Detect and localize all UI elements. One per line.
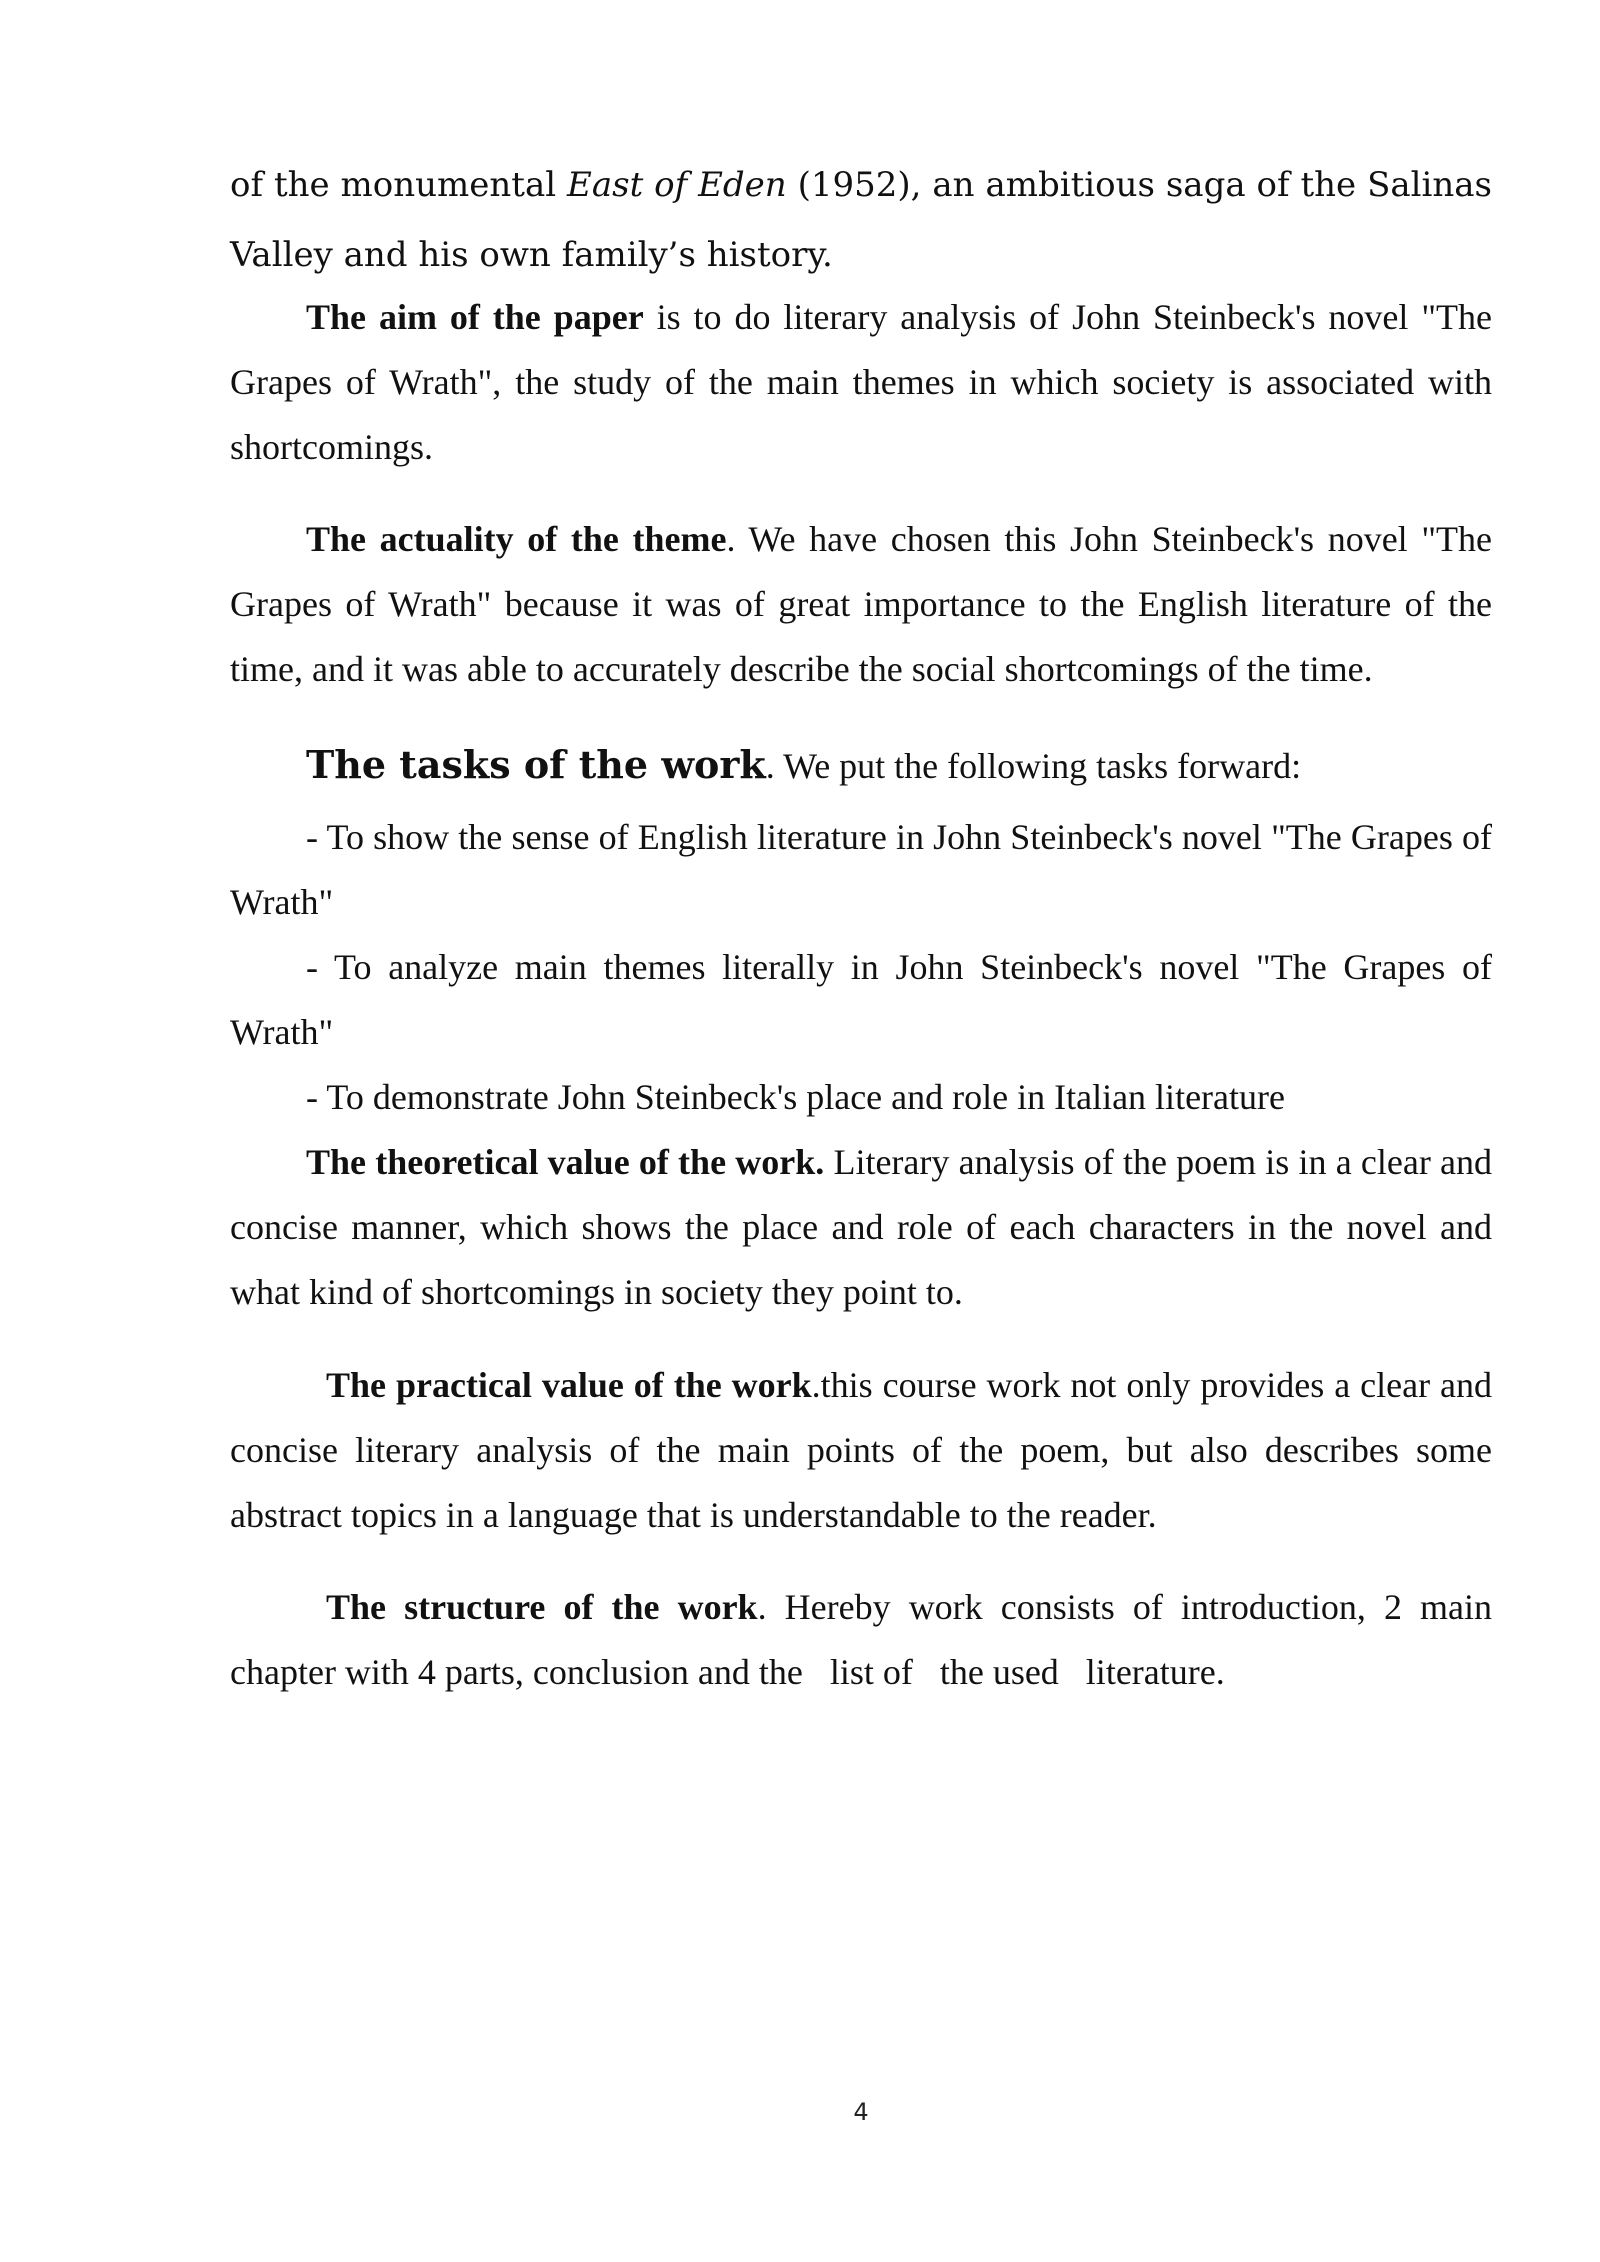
theoretical-heading: The theoretical value of the work. bbox=[306, 1142, 825, 1182]
actuality-paragraph bbox=[230, 507, 1492, 702]
structure-heading: The structure of the work bbox=[326, 1587, 758, 1627]
aim-paragraph bbox=[230, 285, 1492, 480]
tasks-paragraph bbox=[230, 730, 1492, 801]
tasks-heading: The tasks of the work bbox=[306, 742, 766, 787]
practical-body: .this course work not only provides a clear and concise literary analysis of the main points of the poem, but also describes some abstract topics in a language that is understandable to the reader. bbox=[230, 1365, 1493, 1535]
page-number: 4 bbox=[853, 2098, 869, 2126]
intro-text-before-title: of the monumental bbox=[230, 165, 568, 205]
actuality-body: . We have chosen this John Steinbeck's novel "The Grapes of Wrath" because it was of great importance to the English literature of the time, and it was able to accurately describe the social shortcomings of the time. bbox=[230, 519, 1492, 689]
task-item-2: - To analyze main themes literally in John Steinbeck's novel "The Grapes of Wrath" bbox=[230, 947, 1492, 1052]
aim-heading: The aim of the paper bbox=[306, 297, 644, 337]
intro-end-paragraph bbox=[230, 150, 1492, 290]
theoretical-body: Literary analysis of the poem is in a clear and concise manner, which shows the place and role of each characters in the novel and what kind of shortcomings in society they point to. bbox=[230, 1142, 1492, 1312]
task-item-3: - To demonstrate John Steinbeck's place and role in Italian literature bbox=[306, 1077, 1285, 1117]
intro-text-after-title: (1952), an ambitious saga of the Salinas Valley and his own family’s history. bbox=[230, 165, 1492, 275]
actuality-heading: The actuality of the theme bbox=[306, 519, 727, 559]
task-item-1: - To show the sense of English literature in John Steinbeck's novel "The Grapes of Wrath" bbox=[230, 817, 1492, 922]
theoretical-paragraph bbox=[230, 1130, 1492, 1325]
structure-body: . Hereby work consists of introduction, 2 main chapter with 4 parts, conclusion and the list of the used literature. bbox=[230, 1587, 1502, 1692]
tasks-body: . We put the following tasks forward: bbox=[765, 746, 1302, 786]
practical-paragraph bbox=[230, 1353, 1492, 1548]
book-title-east-of-eden: East of Eden bbox=[567, 165, 787, 205]
aim-body: is to do literary analysis of John Steinbeck's novel "The Grapes of Wrath", the study of the main themes in which society is associated with shortcomings. bbox=[230, 297, 1492, 467]
structure-paragraph bbox=[230, 1575, 1502, 1705]
practical-heading: The practical value of the work bbox=[326, 1365, 812, 1405]
